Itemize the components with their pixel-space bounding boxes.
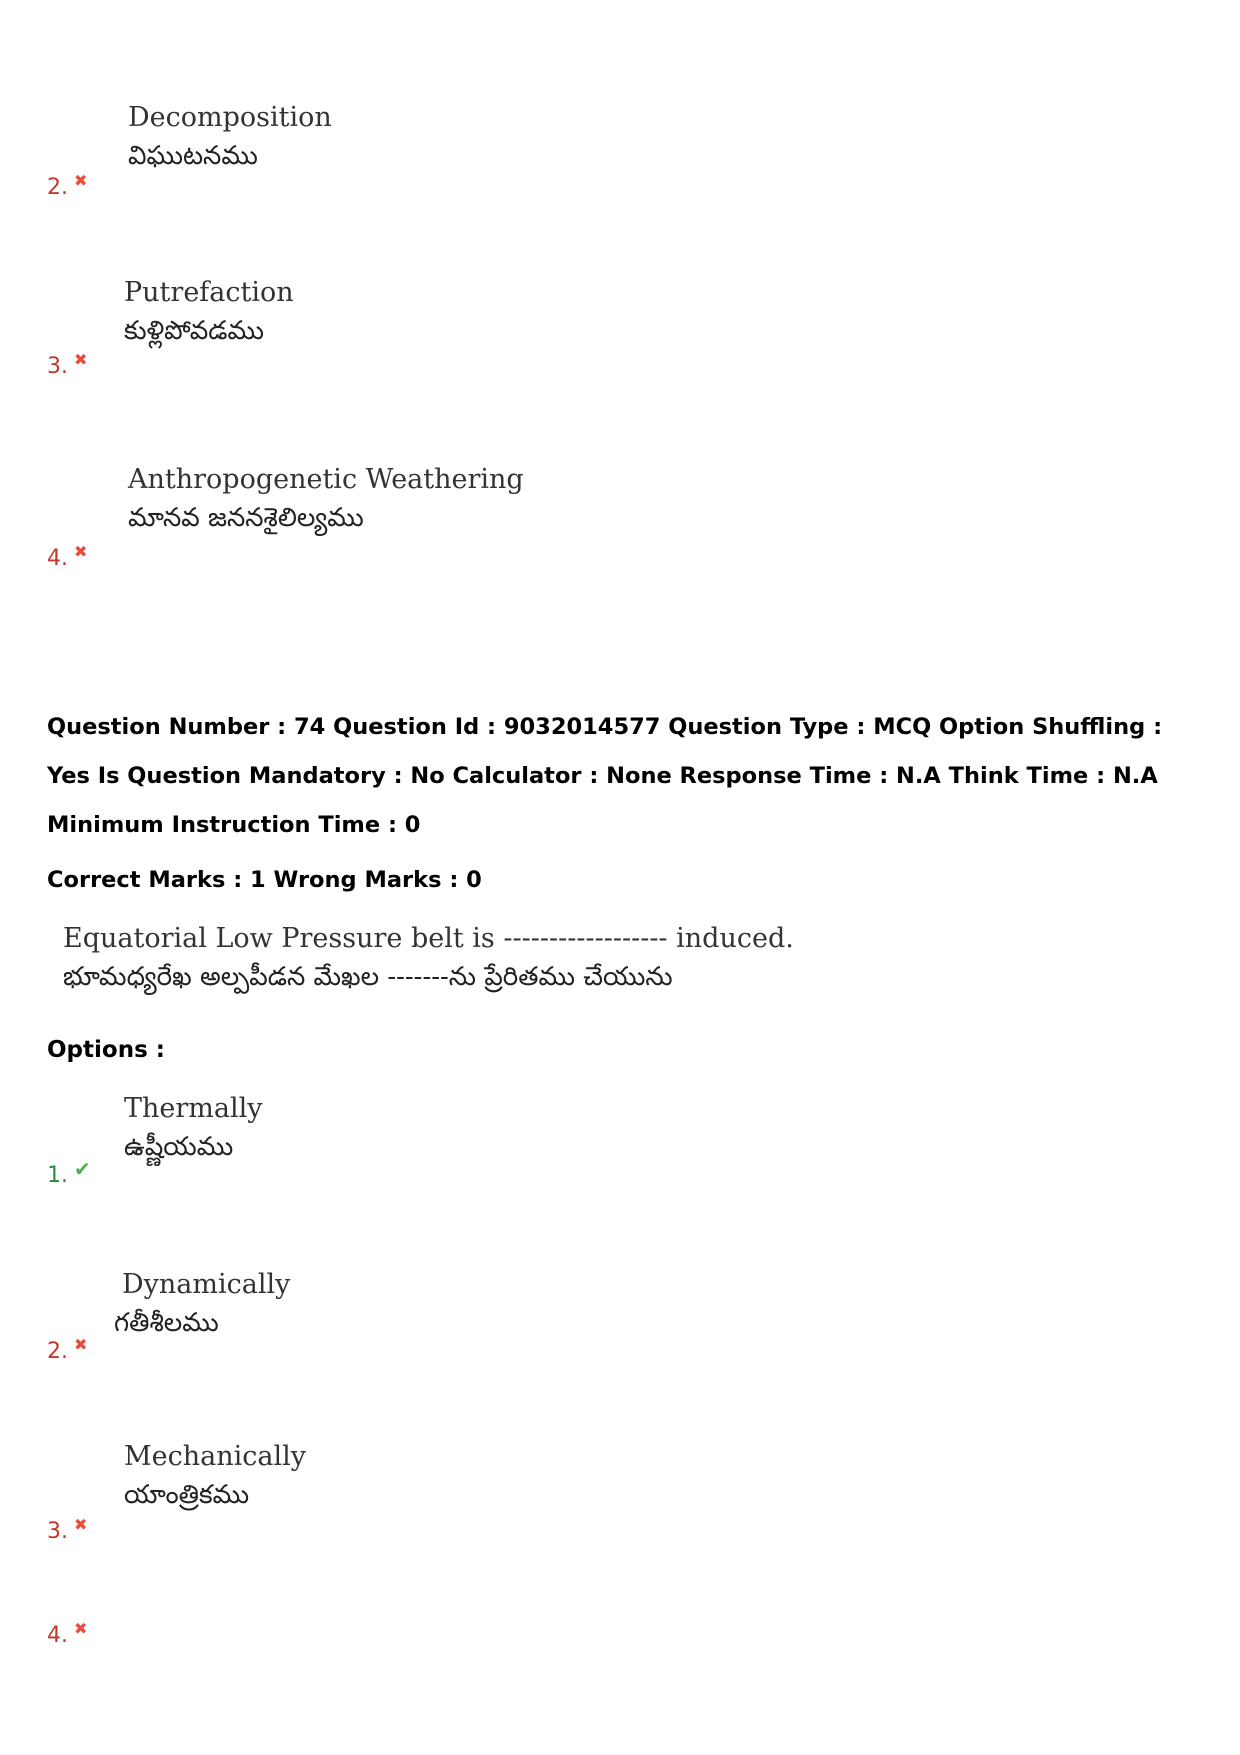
option-text-en: Anthropogenetic Weathering (128, 464, 524, 495)
option-text-te: కుళ్లిపోవడము (124, 316, 265, 346)
option-text-te: విఘుటనము (128, 141, 258, 171)
option-number-label: 3. (47, 354, 68, 379)
question-image (63, 920, 794, 996)
option-text-te: యాంత్రికము (124, 1480, 250, 1510)
option-number-label: 4. (47, 1623, 68, 1648)
cross-icon: ✖ (74, 1619, 88, 1638)
option-number (47, 1515, 88, 1545)
option-image (124, 1090, 263, 1166)
question-meta: Question Number : 74 Question Id : 9032014577 Question Type : MCQ Option Shuffling : Yes Is Question Mandatory : No Calculator : None Response Time : N.A Think Time : N.A Minimum Instruction Time : 0 (47, 714, 1163, 838)
cross-icon: ✖ (74, 350, 88, 369)
question-text-te: భూమధ్యరేఖ అల్పపీడన మేఖల -------ను ప్రేరితము చేయును (63, 962, 673, 992)
option-number-label: 2. (47, 1339, 68, 1364)
option-number (47, 1157, 91, 1188)
option-number (47, 171, 88, 201)
option-number (47, 1335, 88, 1365)
option-text-en: Decomposition (128, 102, 332, 133)
option-number (47, 1619, 88, 1649)
option-text-te: గతీశీలము (114, 1308, 219, 1338)
check-icon: ✔ (74, 1157, 91, 1181)
cross-icon: ✖ (74, 1515, 88, 1534)
option-number (47, 542, 88, 572)
option-number-label: 2. (47, 175, 68, 200)
option-text-en: Mechanically (124, 1441, 306, 1472)
option-text-te: ఉష్ణీయము (124, 1132, 234, 1162)
cross-icon: ✖ (74, 542, 88, 561)
option-text-te: మానవ జననశైలిల్యము (128, 503, 364, 533)
option-text-en: Dynamically (122, 1269, 291, 1300)
option-image (124, 1438, 306, 1514)
option-image (124, 274, 294, 350)
option-image (128, 99, 332, 175)
option-number-label: 4. (47, 546, 68, 571)
option-number-label: 3. (47, 1519, 68, 1544)
option-text-en: Putrefaction (124, 277, 294, 308)
option-number (47, 350, 88, 380)
question-marks: Correct Marks : 1 Wrong Marks : 0 (47, 867, 482, 893)
cross-icon: ✖ (74, 1335, 88, 1354)
option-image (128, 461, 524, 537)
option-text-en: Thermally (124, 1093, 263, 1124)
options-label: Options : (47, 1037, 165, 1063)
cross-icon: ✖ (74, 171, 88, 190)
option-image (114, 1266, 290, 1342)
option-number-label: 1. (47, 1163, 68, 1188)
question-text-en: Equatorial Low Pressure belt is ------------------ induced. (63, 923, 794, 954)
